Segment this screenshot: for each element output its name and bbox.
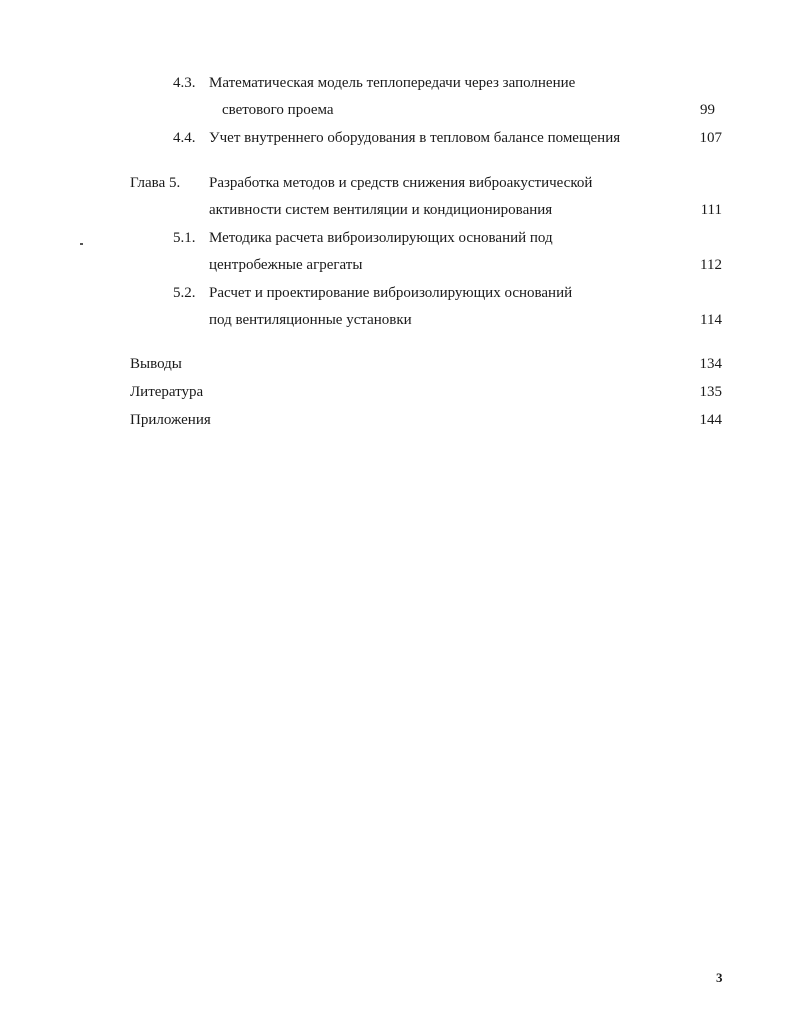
toc-chapter-label: Глава 5. xyxy=(130,175,181,191)
toc-section-number: 4.3. xyxy=(173,75,196,91)
toc-entry-title-continued: центробежные агрегаты xyxy=(209,257,363,273)
toc-entry-title: Математическая модель теплопередачи через заполнение xyxy=(209,75,576,91)
toc-page-number: 144 xyxy=(699,412,722,428)
toc-entry-title: Методика расчета виброизолирующих оснований под xyxy=(209,230,553,246)
toc-entry-title-continued: светового проема xyxy=(222,102,334,118)
toc-page-number: 112 xyxy=(700,257,722,273)
toc-page-number: 99 xyxy=(700,102,715,118)
toc-entry-title: Литература xyxy=(130,384,204,400)
toc-entry-title-continued: активности систем вентиляции и кондиционирования xyxy=(209,202,553,218)
toc-entry-title: Разработка методов и средств снижения виброакустической xyxy=(209,175,593,191)
toc-page-number: 114 xyxy=(700,312,722,328)
toc-entry-title: Учет внутреннего оборудования в тепловом балансе помещения xyxy=(209,130,621,146)
toc-entry-title: Расчет и проектирование виброизолирующих оснований xyxy=(209,285,573,301)
toc-page-number: 134 xyxy=(699,356,722,372)
toc-section-number: 5.2. xyxy=(173,285,196,301)
page-number: 3 xyxy=(716,970,723,985)
toc-page-number: 135 xyxy=(699,384,722,400)
toc-entry-title-continued: под вентиляционные установки xyxy=(209,312,412,328)
toc-entry-title: Выводы xyxy=(130,356,182,372)
toc-section-number: 5.1. xyxy=(173,230,196,246)
scan-speck xyxy=(80,243,83,245)
toc-entry-title: Приложения xyxy=(130,412,211,428)
toc-page-number: 111 xyxy=(700,202,722,218)
toc-page-number: 107 xyxy=(699,130,722,146)
toc-section-number: 4.4. xyxy=(173,130,196,146)
